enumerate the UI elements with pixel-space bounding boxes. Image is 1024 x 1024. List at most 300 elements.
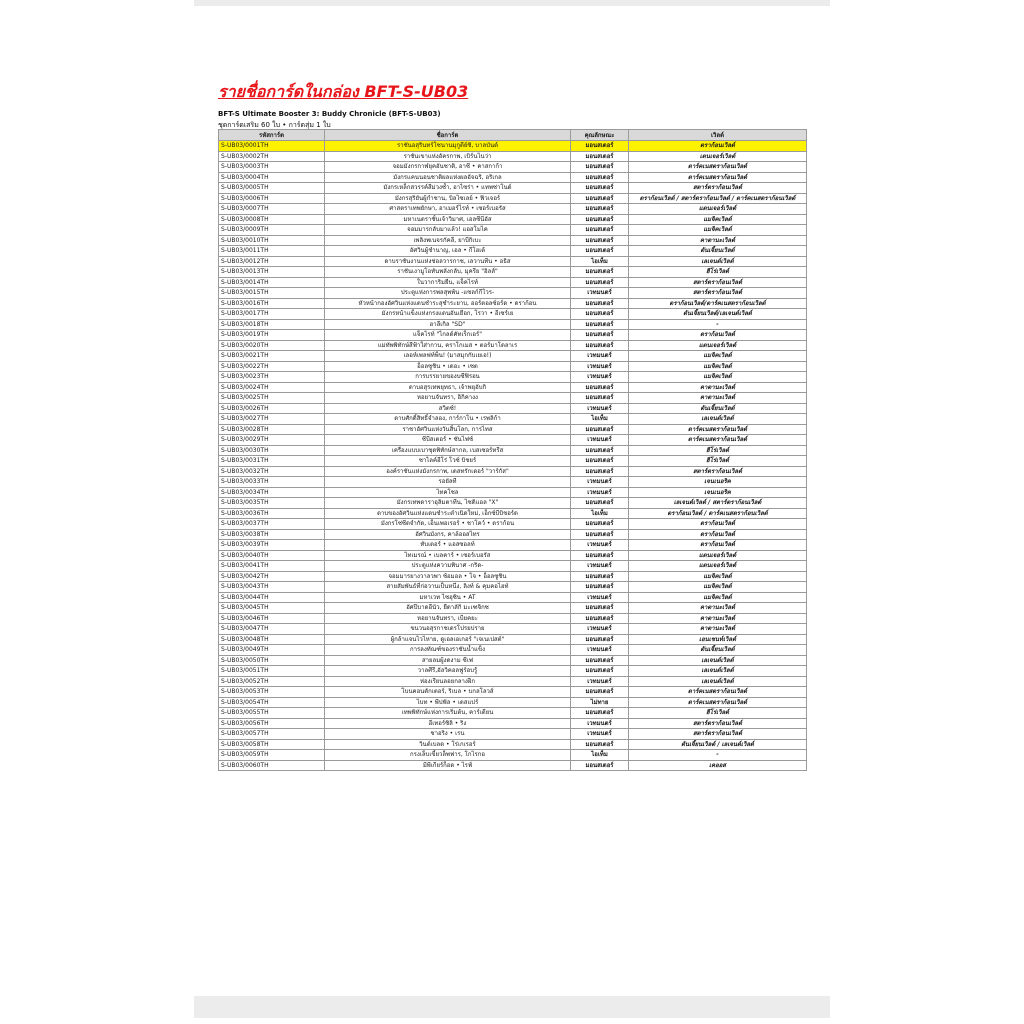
- card-name: จอมมารยางวาลวพา ซ้อมอล • โจ • อ็อลซูชิน: [325, 571, 571, 582]
- card-code: S-UB03/0022TH: [219, 361, 325, 372]
- card-name: แม่ทัพพิทักษ์สีฟ้าใส่ากาน, คราโกเมส • ตอร์มาโดลาเร: [325, 340, 571, 351]
- card-world: คาตานะเวิลด์: [629, 624, 807, 635]
- table-row: [219, 424, 807, 435]
- card-world: ดราก้อนเวิลด์: [629, 519, 807, 530]
- card-code: S-UB03/0051TH: [219, 666, 325, 677]
- card-world: คาตานะเวิลด์: [629, 603, 807, 614]
- card-code: S-UB03/0021TH: [219, 351, 325, 362]
- table-row: [219, 750, 807, 761]
- table-row: [219, 603, 807, 614]
- page-title: รายชื่อการ์ดในกล่อง BFT-S-UB03: [218, 82, 469, 101]
- table-row: [219, 435, 807, 446]
- set-subtitle: BFT-S Ultimate Booster 3: Buddy Chronicle (BFT-S-UB03): [218, 110, 441, 118]
- card-code: S-UB03/0045TH: [219, 603, 325, 614]
- card-code: S-UB03/0048TH: [219, 634, 325, 645]
- card-type: มอนสเตอร์: [571, 246, 629, 257]
- card-world: แมจิคเวิลด์: [629, 361, 807, 372]
- table-row: [219, 393, 807, 404]
- card-name: มังกรเหล็กสวรรค์สีม่วงซ้ำ, อาไซร่า • แทพซ่าโนด์: [325, 183, 571, 194]
- card-name: มหาเวท ไซอุซิน • AT: [325, 592, 571, 603]
- card-name: ในวาการิมยืน, แจ็คไรท์: [325, 277, 571, 288]
- card-code: S-UB03/0012TH: [219, 256, 325, 267]
- card-code: S-UB03/0027TH: [219, 414, 325, 425]
- card-world: เดนเจอร์เวิลด์: [629, 151, 807, 162]
- card-world: ดาร์คเนสดราก้อนเวิลด์: [629, 687, 807, 698]
- table-row: [219, 340, 807, 351]
- card-type: มอนสเตอร์: [571, 183, 629, 194]
- card-type: มอนสเตอร์: [571, 666, 629, 677]
- card-world: แมจิคเวิลด์: [629, 571, 807, 582]
- card-name: ฮาลีเกิล "SD": [325, 319, 571, 330]
- card-name: มังกรหน้าแข็งแห่งกรงแดนอันเยือก, โรวา • อีเซร์เย: [325, 309, 571, 320]
- card-table: [218, 129, 807, 771]
- card-world: แดนเจอร์เวิลด์: [629, 204, 807, 215]
- table-row: [219, 403, 807, 414]
- card-type: มอนสเตอร์: [571, 739, 629, 750]
- card-type: มอนสเตอร์: [571, 309, 629, 320]
- bottom-gray-bar: [194, 996, 830, 1018]
- card-code: S-UB03/0002TH: [219, 151, 325, 162]
- card-type: มอนสเตอร์: [571, 193, 629, 204]
- table-row: [219, 298, 807, 309]
- card-name: อีเทอร์ซิลิ • ริง: [325, 718, 571, 729]
- card-world: เจนเนอริค: [629, 487, 807, 498]
- card-name: ห่องเรียนลอยกลางฝีก: [325, 676, 571, 687]
- card-code: S-UB03/0010TH: [219, 235, 325, 246]
- card-world: เลเจนด์เวิลด์: [629, 676, 807, 687]
- card-type: มอนสเตอร์: [571, 151, 629, 162]
- card-code: S-UB03/0055TH: [219, 708, 325, 719]
- table-row: [219, 708, 807, 719]
- card-name: จอมมารกลับมาแล้ว! แอสโมไค: [325, 225, 571, 236]
- card-code: S-UB03/0033TH: [219, 477, 325, 488]
- card-type: มอนสเตอร์: [571, 277, 629, 288]
- card-type: เวทมนตร์: [571, 676, 629, 687]
- card-code: S-UB03/0005TH: [219, 183, 325, 194]
- card-code: S-UB03/0016TH: [219, 298, 325, 309]
- table-row: [219, 246, 807, 257]
- table-row: [219, 445, 807, 456]
- card-name: เทพพิทักษ์แห่งการเริ่มต้น, คาร์เดียน: [325, 708, 571, 719]
- card-type: มอนสเตอร์: [571, 519, 629, 530]
- card-world: ดันเจี้ยนเวิลด์: [629, 645, 807, 656]
- card-world: แมจิคเวิลด์: [629, 351, 807, 362]
- card-world: ดราก้อนเวิลด์: [629, 540, 807, 551]
- card-code: S-UB03/0060TH: [219, 760, 325, 771]
- table-row: [219, 288, 807, 299]
- card-code: S-UB03/0001TH: [219, 141, 325, 152]
- card-world: เคออส: [629, 760, 807, 771]
- table-row: [219, 498, 807, 509]
- card-world: แมจิคเวิลด์: [629, 592, 807, 603]
- card-code: S-UB03/0003TH: [219, 162, 325, 173]
- card-name: ราชาอัศวินแห่งวันสิ้นโลก, การไทส: [325, 424, 571, 435]
- card-code: S-UB03/0040TH: [219, 550, 325, 561]
- card-type: เวทมนตร์: [571, 361, 629, 372]
- card-world: แดนเจอร์เวิลด์: [629, 550, 807, 561]
- card-name: ขนวนอสุรกาชเดรโปรยปราย: [325, 624, 571, 635]
- table-row: [219, 319, 807, 330]
- table-row: [219, 529, 807, 540]
- card-type: เวทมนตร์: [571, 372, 629, 383]
- card-world: ฮีโร่เวิลด์: [629, 445, 807, 456]
- card-type: เวทมนตร์: [571, 288, 629, 299]
- table-row: [219, 571, 807, 582]
- card-code: S-UB03/0008TH: [219, 214, 325, 225]
- card-code: S-UB03/0037TH: [219, 519, 325, 530]
- table-row: [219, 697, 807, 708]
- card-type: มอนสเตอร์: [571, 424, 629, 435]
- card-type: มอนสเตอร์: [571, 298, 629, 309]
- table-row: [219, 687, 807, 698]
- card-code: S-UB03/0014TH: [219, 277, 325, 288]
- table-row: [219, 183, 807, 194]
- card-type: มอนสเตอร์: [571, 466, 629, 477]
- card-code: S-UB03/0007TH: [219, 204, 325, 215]
- card-type: เวทมนตร์: [571, 487, 629, 498]
- card-world: สตาร์ดราก้อนเวิลด์: [629, 718, 807, 729]
- card-world: คาตานะเวิลด์: [629, 382, 807, 393]
- table-row: [219, 634, 807, 645]
- table-row: [219, 141, 807, 152]
- table-row: [219, 267, 807, 278]
- card-type: มอนสเตอร์: [571, 162, 629, 173]
- card-code: S-UB03/0009TH: [219, 225, 325, 236]
- card-world: ดราก้อนเวิลด์ / ดาร์คเนสดราก้อนเวิลด์: [629, 508, 807, 519]
- card-code: S-UB03/0049TH: [219, 645, 325, 656]
- table-header-row: [219, 130, 807, 141]
- card-name: แจ็คไรท์ "ไกลด์คัทเร็กเอร์": [325, 330, 571, 341]
- card-name: เพลิงพเนจรกัคลี, ยาบีกิเบะ: [325, 235, 571, 246]
- table-row: [219, 760, 807, 771]
- card-name: มังกรสุริยันผู้กำชาน, บิลไซเลย์ • ฟิวเจอร์: [325, 193, 571, 204]
- card-type: มอนสเตอร์: [571, 708, 629, 719]
- card-type: มอนสเตอร์: [571, 655, 629, 666]
- table-row: [219, 655, 807, 666]
- card-name: ดาบราชันงานแห่งช่อลวารกาช, เลวานทีน • อธิส: [325, 256, 571, 267]
- card-name: เครื่องแบบเบาชุดพิทักษ์สากล, เบสเซอร์ทรีส: [325, 445, 571, 456]
- table-row: [219, 214, 807, 225]
- card-type: ไอเท็ม: [571, 508, 629, 519]
- table-row: [219, 592, 807, 603]
- card-code: S-UB03/0013TH: [219, 267, 325, 278]
- card-type: เวทมนตร์: [571, 477, 629, 488]
- card-world: ดราก้อนเวิลด์ / สตาร์ดราก้อนเวิลด์ / ดาร์คเนสดราก้อนเวิลด์: [629, 193, 807, 204]
- card-type: มอนสเตอร์: [571, 393, 629, 404]
- card-type: เวทมนตร์: [571, 592, 629, 603]
- card-type: มอนสเตอร์: [571, 760, 629, 771]
- card-world: ดันเจี้ยนเวิลด์ / เลเจนด์เวิลด์: [629, 739, 807, 750]
- card-world: ดันเจี้ยนเวิลด์/เลเจนด์เวิลด์: [629, 309, 807, 320]
- card-type: มอนสเตอร์: [571, 550, 629, 561]
- card-type: มอนสเตอร์: [571, 634, 629, 645]
- card-code: S-UB03/0019TH: [219, 330, 325, 341]
- card-code: S-UB03/0056TH: [219, 718, 325, 729]
- card-code: S-UB03/0036TH: [219, 508, 325, 519]
- card-name: เลอห์เพลฟท์พ็น! (มาสมุกกับเยเอ!): [325, 351, 571, 362]
- card-type: เวทมนตร์: [571, 729, 629, 740]
- card-rows: [219, 141, 807, 771]
- card-type: มอนสเตอร์: [571, 445, 629, 456]
- card-world: ฮีโร่เวิลด์: [629, 267, 807, 278]
- table-row: [219, 624, 807, 635]
- card-world: ดราก้อนเวิลด์/ดาร์คเนสดราก้อนเวิลด์: [629, 298, 807, 309]
- card-name: มังกรเทพดาราอุลิมตาทีน, ไซดิแอล "X": [325, 498, 571, 509]
- card-name: กรงเล็บเขี้ยวล็พฟาร, โกไรกอ: [325, 750, 571, 761]
- card-name: อ็อลซูชิน • เดอะ • เซต: [325, 361, 571, 372]
- card-type: มอนสเตอร์: [571, 456, 629, 467]
- card-code: S-UB03/0053TH: [219, 687, 325, 698]
- card-world: เลเจนด์เวิลด์: [629, 666, 807, 677]
- card-type: มอนสเตอร์: [571, 330, 629, 341]
- card-world: เลเจนด์เวิลด์: [629, 414, 807, 425]
- card-type: ไอเท็ม: [571, 256, 629, 267]
- card-code: S-UB03/0035TH: [219, 498, 325, 509]
- card-code: S-UB03/0017TH: [219, 309, 325, 320]
- card-world: เลเจนด์เวิลด์: [629, 256, 807, 267]
- header-name: ชื่อการ์ด: [325, 130, 571, 141]
- card-name: อัศวินผู้ชำนาญ, เอล • กีโฮเต้: [325, 246, 571, 257]
- card-world: ดันเจี้ยนเวิลด์: [629, 246, 807, 257]
- card-world: -: [629, 319, 807, 330]
- card-type: เวทมนตร์: [571, 403, 629, 414]
- table-row: [219, 645, 807, 656]
- card-type: ไอเท็ม: [571, 414, 629, 425]
- card-world: ดราก้อนเวิลด์: [629, 529, 807, 540]
- card-type: มอนสเตอร์: [571, 267, 629, 278]
- table-row: [219, 277, 807, 288]
- card-type: มอนสเตอร์: [571, 319, 629, 330]
- card-name: การบรรยายของบซีฟิรอน: [325, 372, 571, 383]
- card-world: ดาร์คเนสดราก้อนเวิลด์: [629, 162, 807, 173]
- card-type: เวทมนตร์: [571, 561, 629, 572]
- card-code: S-UB03/0041TH: [219, 561, 325, 572]
- card-world: แมจิคเวิลด์: [629, 225, 807, 236]
- card-type: เวทมนตร์: [571, 540, 629, 551]
- table-row: [219, 561, 807, 572]
- card-code: S-UB03/0018TH: [219, 319, 325, 330]
- card-name: ไบท • พีปฟัล • เดสแปร์: [325, 697, 571, 708]
- card-name: สวิตซ์!: [325, 403, 571, 414]
- card-type: มอนสเตอร์: [571, 687, 629, 698]
- card-name: ประตูแห่งการพลสุพพ้น -แซลก์กีโวร-: [325, 288, 571, 299]
- card-name: หัวหน้ากองอัศวินแห่งแดนชำระสุชำระยาบ, ออร์ตอลซ์อร์ด • ดราก้อน: [325, 298, 571, 309]
- card-code: S-UB03/0020TH: [219, 340, 325, 351]
- card-world: สตาร์ดราก้อนเวิลด์: [629, 729, 807, 740]
- card-code: S-UB03/0029TH: [219, 435, 325, 446]
- table-row: [219, 256, 807, 267]
- card-code: S-UB03/0044TH: [219, 592, 325, 603]
- card-code: S-UB03/0050TH: [219, 655, 325, 666]
- card-type: เวทมนตร์: [571, 351, 629, 362]
- table-row: [219, 172, 807, 183]
- card-code: S-UB03/0031TH: [219, 456, 325, 467]
- header-world: เวิลด์: [629, 130, 807, 141]
- table-row: [219, 361, 807, 372]
- card-code: S-UB03/0030TH: [219, 445, 325, 456]
- card-code: S-UB03/0006TH: [219, 193, 325, 204]
- card-name: มังกรโซ่ซีดจำกัด, เอ็นเพอเรอร์ • ชาโคว์ • ดราก้อน: [325, 519, 571, 530]
- card-code: S-UB03/0023TH: [219, 372, 325, 383]
- card-name: ดาบอสุรเทพยุทธา, เจ้าพยุอับกิ: [325, 382, 571, 393]
- card-world: สตาร์ดราก้อนเวิลด์: [629, 183, 807, 194]
- table-row: [219, 382, 807, 393]
- card-name: สายลมผู้งดงาม ซีเฟ: [325, 655, 571, 666]
- table-row: [219, 582, 807, 593]
- card-name: ราชันอสุรินทร์โซนานมุกูดีย์ซิ, บาลบันต์: [325, 141, 571, 152]
- table-row: [219, 309, 807, 320]
- card-code: S-UB03/0057TH: [219, 729, 325, 740]
- card-world: เลเจนด์เวิลด์ / สตาร์ดราก้อนเวิลด์: [629, 498, 807, 509]
- card-type: มอนสเตอร์: [571, 204, 629, 215]
- card-code: S-UB03/0052TH: [219, 676, 325, 687]
- table-row: [219, 414, 807, 425]
- top-gray-bar: [194, 0, 830, 6]
- card-type: เวทมนตร์: [571, 624, 629, 635]
- card-world: ดราก้อนเวิลด์: [629, 330, 807, 341]
- card-code: S-UB03/0039TH: [219, 540, 325, 551]
- card-type: มอนสเตอร์: [571, 582, 629, 593]
- card-type: เวทมนตร์: [571, 435, 629, 446]
- card-name: ทับเดอร์ • แอสซอลท์: [325, 540, 571, 551]
- card-world: ดาร์คเนสดราก้อนเวิลด์: [629, 424, 807, 435]
- table-row: [219, 540, 807, 551]
- card-world: คาตานะเวิลด์: [629, 393, 807, 404]
- card-name: ราชันเงามูโอทันพลังกลับ, มุครีย "อิลส์": [325, 267, 571, 278]
- table-row: [219, 718, 807, 729]
- table-row: [219, 739, 807, 750]
- card-code: S-UB03/0054TH: [219, 697, 325, 708]
- card-world: แมจิคเวิลด์: [629, 214, 807, 225]
- card-type: มอนสเตอร์: [571, 340, 629, 351]
- card-world: แมจิคเวิลด์: [629, 372, 807, 383]
- card-code: S-UB03/0032TH: [219, 466, 325, 477]
- card-code: S-UB03/0042TH: [219, 571, 325, 582]
- card-world: ดันเจี้ยนเวิลด์: [629, 403, 807, 414]
- card-name: วาลศีรี,อัลวิคอลฟูร์อบรู้: [325, 666, 571, 677]
- card-code: S-UB03/0034TH: [219, 487, 325, 498]
- card-world: สตาร์ดราก้อนเวิลด์: [629, 277, 807, 288]
- card-world: คาตานะเวิลด์: [629, 235, 807, 246]
- card-name: อัศวินมังกร, คาล้ออสไทร: [325, 529, 571, 540]
- table-row: [219, 477, 807, 488]
- table-row: [219, 330, 807, 341]
- card-type: มอนสเตอร์: [571, 529, 629, 540]
- table-row: [219, 204, 807, 215]
- table-row: [219, 151, 807, 162]
- table-row: [219, 351, 807, 362]
- card-type: ไม่ทาย: [571, 697, 629, 708]
- card-world: -: [629, 750, 807, 761]
- card-type: มอนสเตอร์: [571, 613, 629, 624]
- card-code: S-UB03/0004TH: [219, 172, 325, 183]
- card-code: S-UB03/0028TH: [219, 424, 325, 435]
- header-code: รหัสการ์ด: [219, 130, 325, 141]
- card-world: สตาร์ดราก้อนเวิลด์: [629, 288, 807, 299]
- card-name: จอมมังกรกาฬยุคอันซาติ, อาซี • คาสกาก้า: [325, 162, 571, 173]
- card-name: ไทเมรณ์ • เบลคาร์ • เซอร์เบอรัส: [325, 550, 571, 561]
- table-row: [219, 550, 807, 561]
- card-code: S-UB03/0059TH: [219, 750, 325, 761]
- card-name: ผู้กล้าแจนไวไหาย, ดูเอลเอเกอร์ "เจเนเปสต์": [325, 634, 571, 645]
- card-name: มังกรแคนนอนชาติผลแห่งผลอัจฉริ, อริเกล: [325, 172, 571, 183]
- card-name: มีพีเกียร์ก็อด • ไรฟ์: [325, 760, 571, 771]
- card-world: เอนเชนท์เวิลด์: [629, 634, 807, 645]
- card-type: มอนสเตอร์: [571, 498, 629, 509]
- card-world: แมจิคเวิลด์: [629, 582, 807, 593]
- table-row: [219, 508, 807, 519]
- table-row: [219, 162, 807, 173]
- table-row: [219, 729, 807, 740]
- table-row: [219, 519, 807, 530]
- table-row: [219, 466, 807, 477]
- card-world: แดนเจอร์เวิลด์: [629, 340, 807, 351]
- card-type: ไอเท็ม: [571, 750, 629, 761]
- card-world: ดาร์คเนสดราก้อนเวิลด์: [629, 697, 807, 708]
- card-type: มอนสเตอร์: [571, 603, 629, 614]
- card-world: ฮีโร่เวิลด์: [629, 456, 807, 467]
- card-type: มอนสเตอร์: [571, 141, 629, 152]
- table-row: [219, 676, 807, 687]
- card-name: อัศปีบาดอีนัว, ยืดาลักิ มะเฑจิกซ: [325, 603, 571, 614]
- card-name: ศาสตราเทพยักษา, อาเมอร์ไรท์ • เซอร์เบอรัส: [325, 204, 571, 215]
- card-name: สายสัมพันธ์ที่ก่อวานเป็นหนึ่ง, ลิงท์ & คุมคอไฮท์: [325, 582, 571, 593]
- card-name: หอยานจันทรา, เบียคยะ: [325, 613, 571, 624]
- card-type: เวทมนตร์: [571, 718, 629, 729]
- card-world: สตาร์ดราก้อนเวิลด์: [629, 466, 807, 477]
- pack-info: ชุดการ์ดเสริม 60 ใบ • การ์ดสุ่ม 1 ใบ: [218, 121, 331, 129]
- card-type: เวทมนตร์: [571, 645, 629, 656]
- table-row: [219, 235, 807, 246]
- card-world: ฮีโร่เวิลด์: [629, 708, 807, 719]
- card-name: โบนคอนตักเตอร์, ริเบล • บกลโลวส์: [325, 687, 571, 698]
- card-type: มอนสเตอร์: [571, 214, 629, 225]
- card-name: รอยัลที: [325, 477, 571, 488]
- card-type: มอนสเตอร์: [571, 571, 629, 582]
- table-row: [219, 666, 807, 677]
- card-name: ประตูแห่งความพินาศ -กริด-: [325, 561, 571, 572]
- card-world: ดราก้อนเวิลด์: [629, 141, 807, 152]
- card-code: S-UB03/0058TH: [219, 739, 325, 750]
- card-type: มอนสเตอร์: [571, 172, 629, 183]
- card-type: มอนสเตอร์: [571, 235, 629, 246]
- table-row: [219, 193, 807, 204]
- card-name: ดาบของอัศวินแห่งแดนชำระตำเนิดใหม่, เอ็กซ์บีบิชอร์ด: [325, 508, 571, 519]
- card-code: S-UB03/0047TH: [219, 624, 325, 635]
- card-world: เจนเนอริค: [629, 477, 807, 488]
- card-world: เลเจนด์เวิลด์: [629, 655, 807, 666]
- card-type: มอนสเตอร์: [571, 382, 629, 393]
- card-name: ราชันเขาแห่งอัครกาพ, เบิร์นไนว่า: [325, 151, 571, 162]
- card-type: มอนสเตอร์: [571, 225, 629, 236]
- card-name: หอยานจันทรา, อิกิคางง: [325, 393, 571, 404]
- table-row: [219, 372, 807, 383]
- card-world: ดาร์คเนสดราก้อนเวิลด์: [629, 435, 807, 446]
- card-name: ชาอริง • เรน: [325, 729, 571, 740]
- card-code: S-UB03/0015TH: [219, 288, 325, 299]
- table-row: [219, 456, 807, 467]
- card-name: ดาบศักดิ์สิทธิ์จำลอง, การ์กาโน • เรพลิก้า: [325, 414, 571, 425]
- card-code: S-UB03/0026TH: [219, 403, 325, 414]
- table-row: [219, 613, 807, 624]
- card-name: วินด์เบลด • โร่เกเรอร์: [325, 739, 571, 750]
- card-name: การลงทัณฑ์ของราชันน้ำแข็ง: [325, 645, 571, 656]
- card-world: คาตานะเวิลด์: [629, 613, 807, 624]
- card-name: ซีบีสเตอร์ • ซันไฟซ์: [325, 435, 571, 446]
- card-code: S-UB03/0046TH: [219, 613, 325, 624]
- card-name: องค์ราชันแห่งมังกรกาพ, เดสทรักเดอร์ "วาร์กัส": [325, 466, 571, 477]
- card-code: S-UB03/0025TH: [219, 393, 325, 404]
